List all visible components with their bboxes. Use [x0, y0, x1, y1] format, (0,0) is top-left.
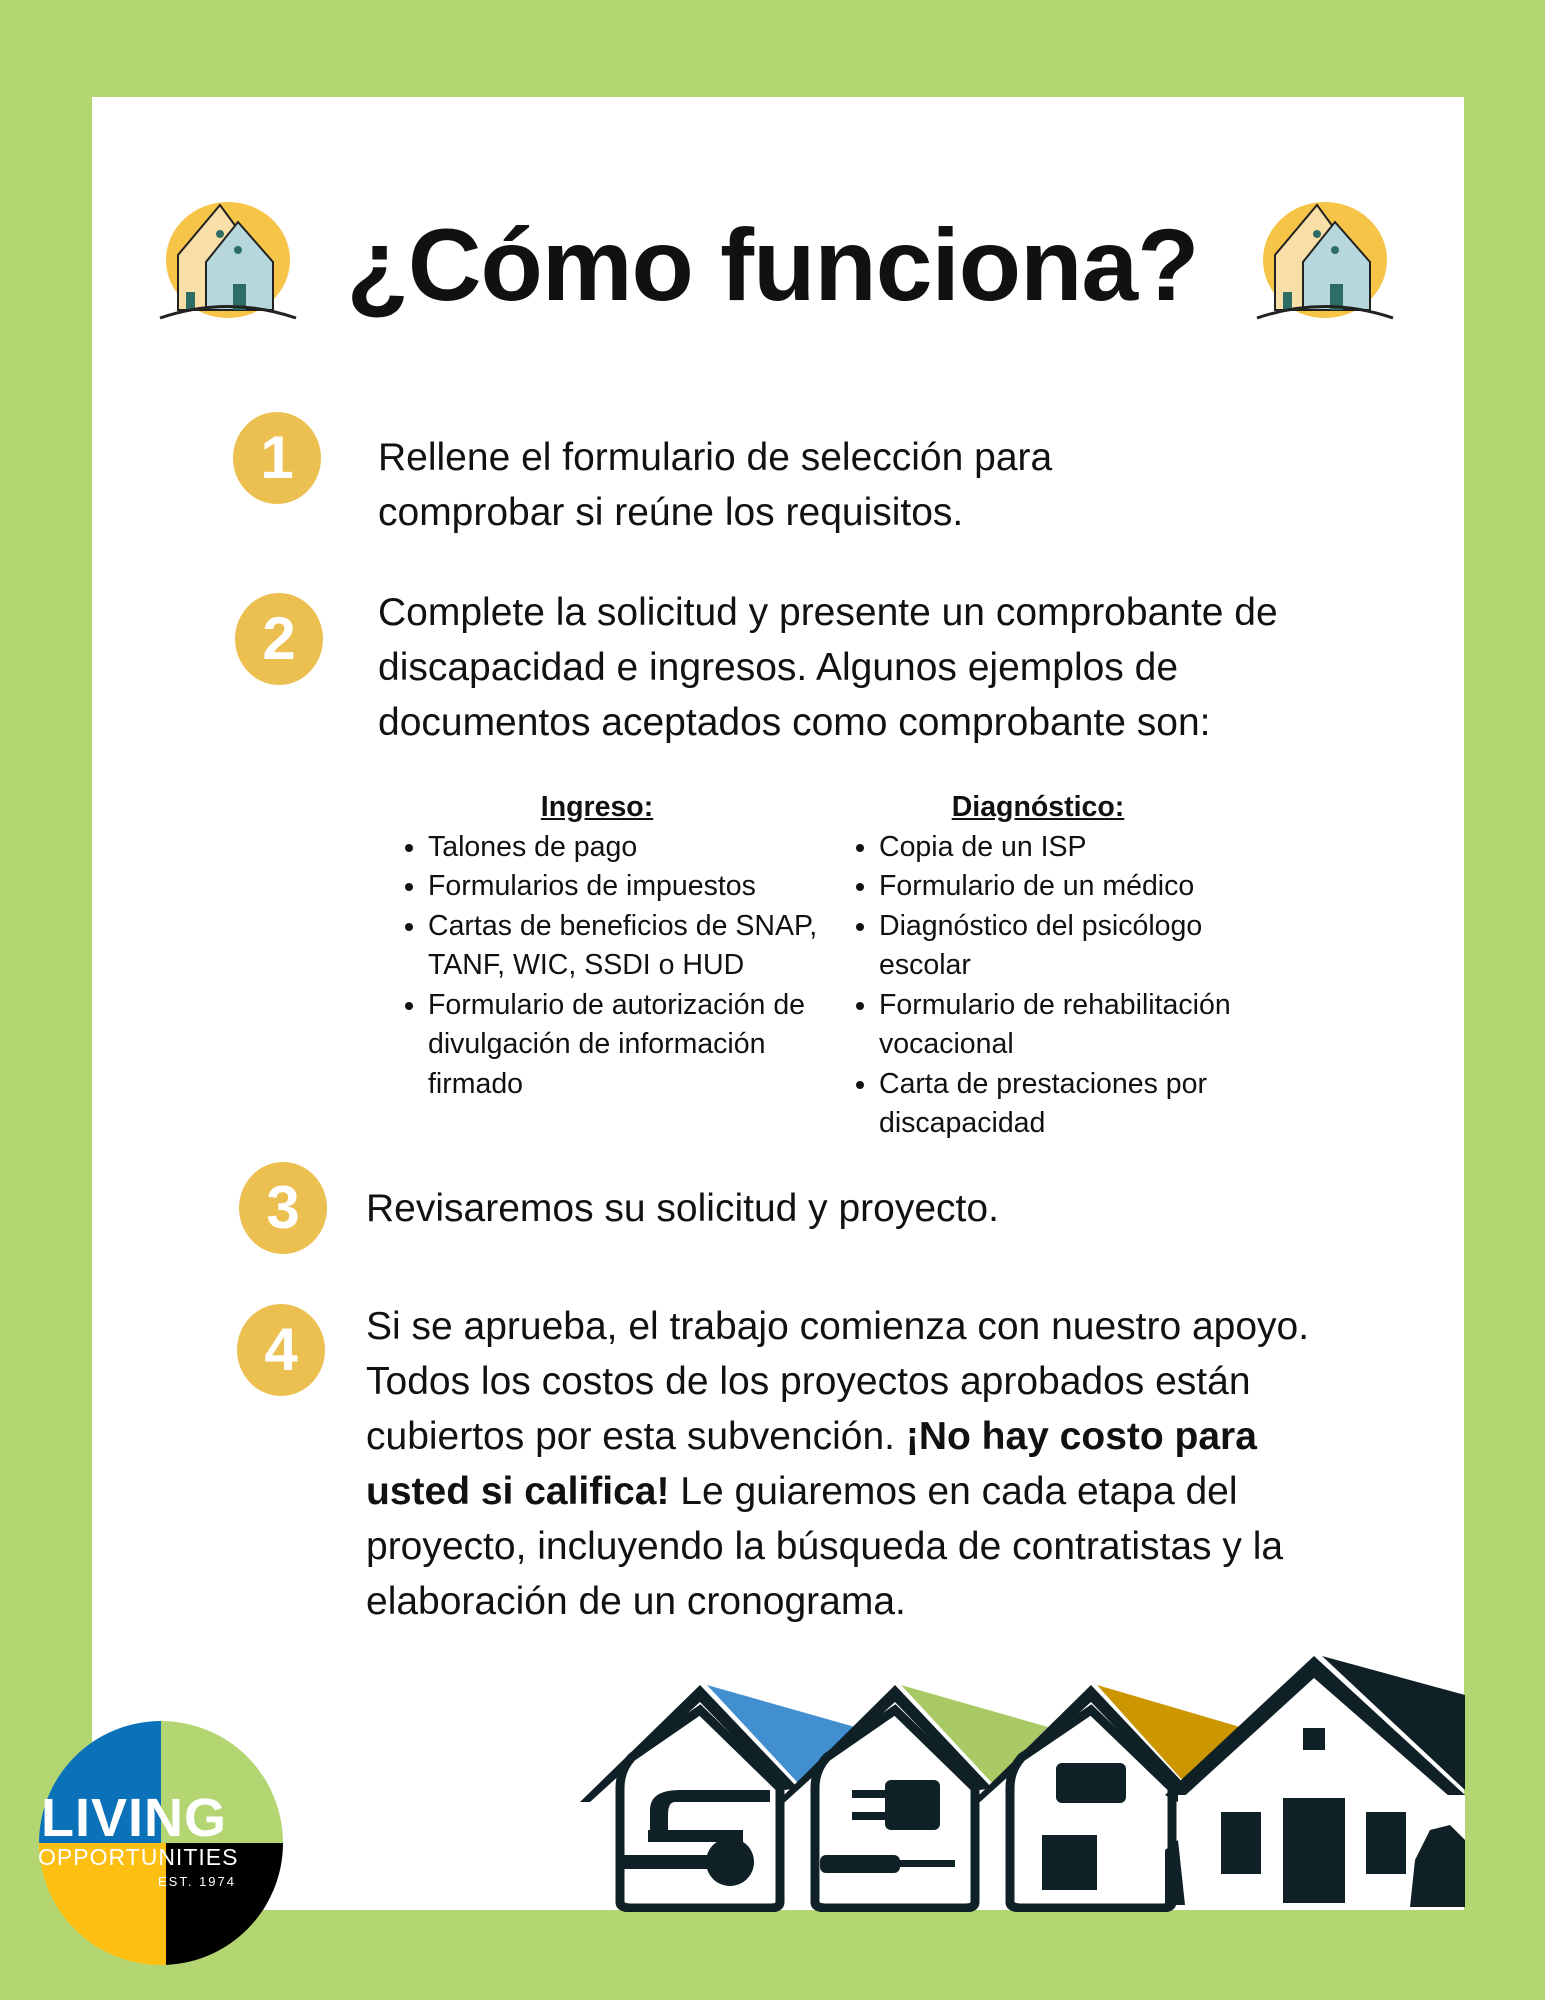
- list-item: • Formulario de autorización de divulgación de información firmado: [428, 986, 822, 1105]
- list-item: • Formularios de impuestos: [428, 867, 822, 907]
- step-number-4: 4: [237, 1304, 325, 1396]
- list-item: • Formulario de un médico: [879, 867, 1263, 907]
- living-opportunities-logo: [36, 1718, 286, 1968]
- diagnosis-list: [843, 788, 1263, 1144]
- step-number-2: 2: [235, 593, 323, 685]
- step-4-text-part: Le guiaremos en cada etapa del proyecto, incluyendo la búsqueda de contratistas y la elaboración de un cronograma.: [366, 1470, 1284, 1623]
- income-heading: Ingreso:: [540, 791, 654, 823]
- list-item: • Copia de un ISP: [879, 828, 1263, 868]
- home-repair-houses-illustration: [580, 1640, 1465, 1912]
- svg-text:OPPORTUNITIES: OPPORTUNITIES: [38, 1844, 239, 1870]
- list-item: • Carta de prestaciones por discapacidad: [879, 1065, 1263, 1144]
- step-2-text: Complete la solicitud y presente un comprobante de discapacidad e ingresos. Algunos ejemplos de documentos aceptados como comprobante son:: [378, 591, 1278, 744]
- no-cost-highlight: ¡No hay costo para usted si califica!: [366, 1415, 1257, 1513]
- list-item: • Diagnóstico del psicólogo escolar: [879, 907, 1263, 986]
- step-1-text: Rellene el formulario de selección para comprobar si reúne los requisitos.: [378, 436, 1053, 534]
- step-3-text: Revisaremos su solicitud y proyecto.: [366, 1187, 999, 1230]
- svg-text:LIVING: LIVING: [41, 1788, 228, 1848]
- step-number-1: 1: [233, 412, 321, 504]
- list-item: • Talones de pago: [428, 828, 822, 868]
- diagnosis-heading: Diagnóstico:: [951, 791, 1125, 823]
- svg-text:EST. 1974: EST. 1974: [158, 1874, 236, 1889]
- step-4-text: [366, 1299, 1341, 1629]
- step-4-text-part: Si se aprueba, el trabajo comienza con nuestro apoyo. Todos los costos de los proyectos aprobados están cubiertos por esta subvención.: [366, 1305, 1310, 1458]
- list-item: • Cartas de beneficios de SNAP, TANF, WIC, SSDI o HUD: [428, 907, 822, 986]
- list-item: • Formulario de rehabilitación vocacional: [879, 986, 1263, 1065]
- income-list: [392, 788, 822, 1104]
- page-title: ¿Cómo funciona?: [346, 208, 1199, 322]
- step-number-3: 3: [239, 1162, 327, 1254]
